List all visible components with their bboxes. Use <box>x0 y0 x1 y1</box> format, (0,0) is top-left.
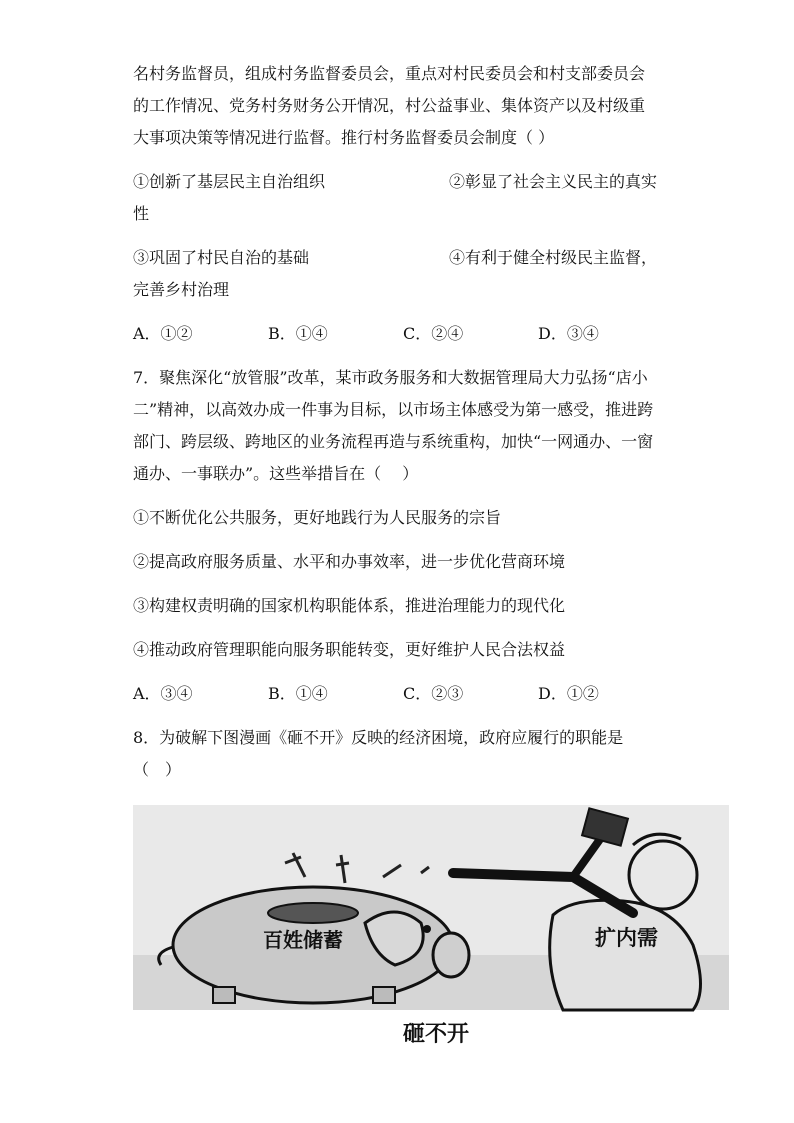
q7-option-c: C．②③ <box>403 684 464 703</box>
q6-item-row <box>133 166 673 198</box>
cartoon-illustration <box>133 805 729 1050</box>
q7-options <box>133 678 673 710</box>
q6-options <box>133 318 673 350</box>
q8-stem-line: 8．为破解下图漫画《砸不开》反映的经济困境，政府应履行的职能是 <box>133 728 624 747</box>
q7-item-4: ④推动政府管理职能向服务职能转变，更好维护人民合法权益 <box>133 640 566 659</box>
q7-item-2: ②提高政府服务质量、水平和办事效率，进一步优化营商环境 <box>133 552 566 571</box>
q7-stem-line: 二”精神，以高效办成一件事为目标，以市场主体感受为第一感受，推进跨 <box>133 400 654 419</box>
document-body <box>133 58 673 786</box>
q6-item-2-wrap: 性 <box>133 204 150 223</box>
q6-item-4-wrap: 完善乡村治理 <box>133 280 230 299</box>
q7-option-d: D．①② <box>538 684 599 703</box>
q6-option-b: B．①④ <box>268 324 328 343</box>
q7-option-b: B．①④ <box>268 684 328 703</box>
q6-item-4: ④有利于健全村级民主监督， <box>449 248 658 267</box>
q7-item-3: ③构建权责明确的国家机构职能体系，推进治理能力的现代化 <box>133 596 566 615</box>
cartoon-caption: 砸不开 <box>403 1021 470 1047</box>
q7-stem-line: 通办、一事联办”。这些举措旨在（ ） <box>133 464 419 483</box>
q6-option-c: C．②④ <box>403 324 464 343</box>
q6-item-1: ①创新了基层民主自治组织 <box>133 172 326 191</box>
q7-option-a: A．③④ <box>133 684 193 703</box>
q6-stem-line: 的工作情况、党务村务财务公开情况，村公益事业、集体资产以及村级重 <box>133 96 646 115</box>
q6-option-a: A．①② <box>133 324 193 343</box>
q6-option-d: D．③④ <box>538 324 599 343</box>
man-label: 扩内需 <box>595 925 658 950</box>
pig-label: 百姓储蓄 <box>263 928 343 952</box>
q6-item-row <box>133 242 673 274</box>
q7-stem-line: 部门、跨层级、跨地区的业务流程再造与系统重构，加快“一网通办、一窗 <box>133 432 654 451</box>
q7-stem-line: 7．聚焦深化“放管服”改革，某市政务服务和大数据管理局大力弘扬“店小 <box>133 368 648 387</box>
q6-stem-line: 大事项决策等情况进行监督。推行村务监督委员会制度（ ） <box>133 128 555 147</box>
q6-item-2: ②彰显了社会主义民主的真实 <box>449 172 658 191</box>
q6-stem-line: 名村务监督员，组成村务监督委员会，重点对村民委员会和村支部委员会 <box>133 64 646 83</box>
q8-stem-line: （ ） <box>133 760 182 779</box>
q7-item-1: ①不断优化公共服务，更好地践行为人民服务的宗旨 <box>133 508 502 527</box>
q6-item-3: ③巩固了村民自治的基础 <box>133 248 310 267</box>
